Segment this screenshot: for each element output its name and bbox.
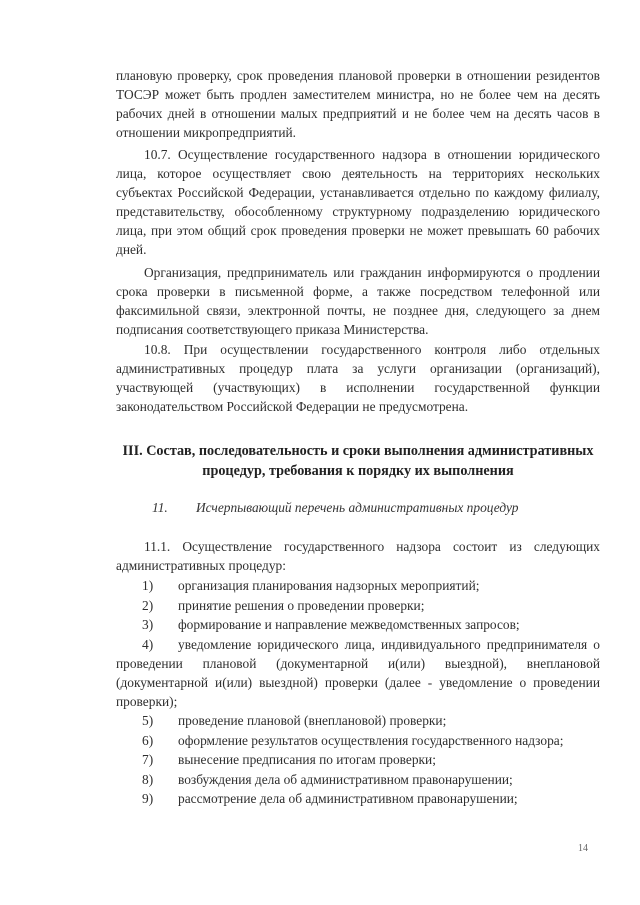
- paragraph-continuation: [116, 66, 600, 142]
- paragraph-10-8: [116, 340, 600, 416]
- list-item-number: 7): [142, 752, 154, 767]
- subsection-heading: [152, 498, 612, 517]
- list-item: [116, 750, 600, 769]
- paragraph-notification: [116, 263, 600, 339]
- list-item-text: оформление результатов осуществления государственного надзора;: [178, 732, 564, 748]
- paragraph-text: 10.8. При осуществлении государственного контроля либо отдельных административных процедур плата за услуги организации (организаций), участвующей (участвующих) в исполнении государственной функции законодательством Российской Федерации не предусмотрена.: [116, 342, 600, 414]
- section-heading: III. Состав, последовательность и сроки выполнения административных процедур, требования к порядку их выполнения: [122, 443, 594, 479]
- list-item-number: 4): [142, 636, 154, 652]
- list-item: [116, 731, 600, 750]
- list-item-number: 3): [142, 617, 154, 632]
- list-item-text: организация планирования надзорных мероприятий;: [178, 578, 480, 593]
- list-item-number: 6): [142, 732, 154, 748]
- page-number: 14: [578, 843, 588, 854]
- list-item-text: принятие решения о проведении проверки;: [178, 597, 425, 613]
- procedure-list: [116, 576, 600, 809]
- list-item-number: 5): [142, 713, 154, 728]
- paragraph-11-1: [116, 537, 600, 575]
- paragraph-text: плановую проверку, срок проведения плановой проверки в отношении резидентов ТОСЭР может быть продлен заместителем министра, но не более чем на десять рабочих дней в отношении малых предприятий и не более чем на десять часов в отношении микропредприятий.: [116, 68, 600, 140]
- list-item-text: формирование и направление межведомственных запросов;: [178, 617, 520, 632]
- list-item-text: уведомление юридического лица, индивидуального предпринимателя о проведении плановой (документарной и(или) выездной), внеплановой (документарной и(или) выездной) проверки (далее - уведомление о проведении проверки);: [116, 636, 600, 709]
- list-item-number: 1): [142, 578, 154, 593]
- paragraph-text: 11.1. Осуществление государственного надзора состоит из следующих административных процедур:: [116, 539, 600, 573]
- list-item-text: рассмотрение дела об административном правонарушении;: [178, 791, 518, 806]
- list-item-text: проведение плановой (внеплановой) проверки;: [178, 713, 447, 728]
- list-item-text: вынесение предписания по итогам проверки;: [178, 752, 436, 767]
- paragraph-text: 10.7. Осуществление государственного надзора в отношении юридического лица, которое осуществляет свою деятельность на территориях нескольких субъектах Российской Федерации, устанавливается отдельно по каждому филиалу, представительству, обособленному структурному подразделению юридического лица, при этом общий срок проведения проверки не может превышать 60 рабочих дней.: [116, 147, 600, 257]
- list-item-text: возбуждения дела об административном правонарушении;: [178, 771, 513, 787]
- list-item-number: 8): [142, 771, 154, 787]
- list-item: [116, 576, 600, 595]
- list-item: [116, 596, 600, 615]
- subsection-title: Исчерпывающий перечень административных процедур: [196, 500, 519, 515]
- paragraph-text: Организация, предприниматель или гражданин информируются о продлении срока проверки в письменной форме, а также посредством телефонной или факсимильной связи, электронной почты, не позднее дня, следующего за днем подписания соответствующего приказа Министерства.: [116, 265, 600, 337]
- list-item: [116, 789, 600, 808]
- list-item: [116, 711, 600, 730]
- list-item-number: 2): [142, 597, 154, 613]
- subsection-number: 11.: [152, 500, 168, 515]
- list-item: [116, 615, 600, 634]
- list-item: [116, 635, 600, 711]
- paragraph-10-7: [116, 145, 600, 259]
- list-item: [116, 770, 600, 789]
- list-item-number: 9): [142, 791, 154, 806]
